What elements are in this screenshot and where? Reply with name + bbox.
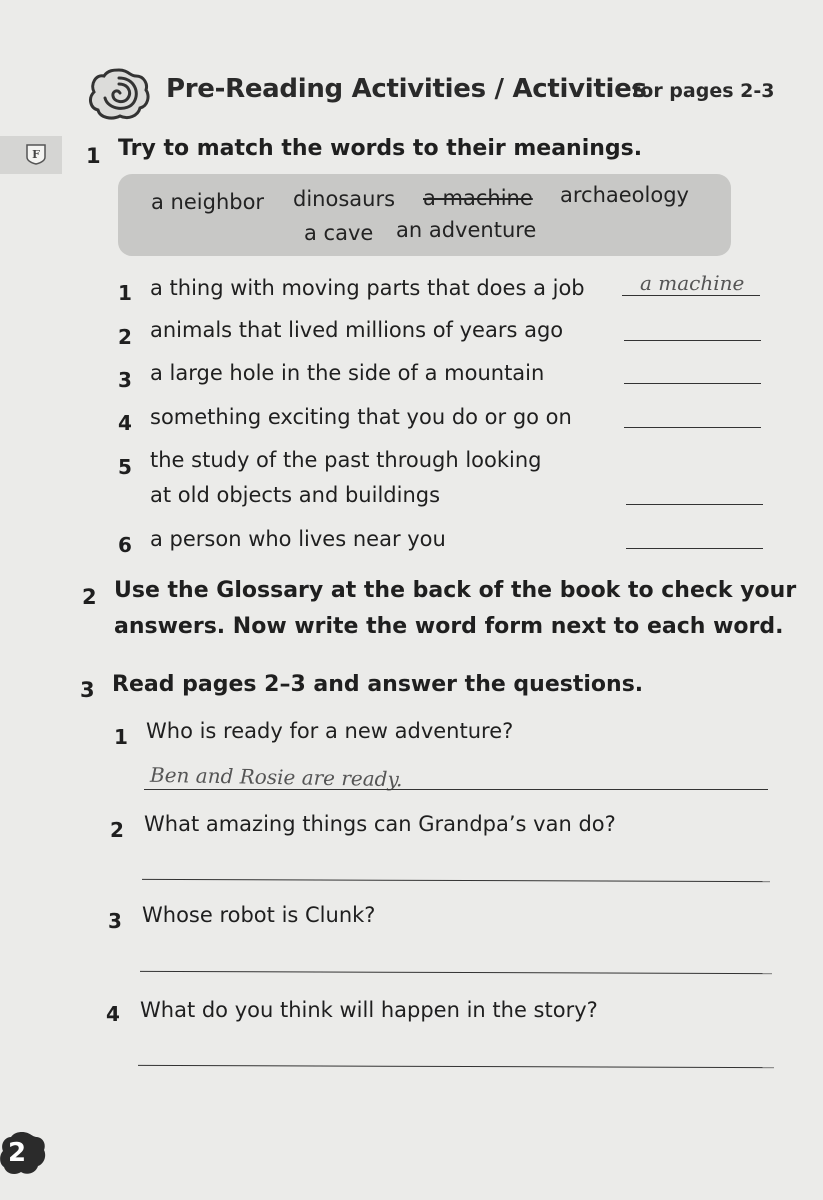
question-number: 2 <box>110 818 124 842</box>
answer-line[interactable] <box>140 971 772 974</box>
answer-blank[interactable] <box>622 295 760 296</box>
item-number: 2 <box>118 325 132 349</box>
answer-line[interactable] <box>144 789 768 790</box>
item-text: something exciting that you do or go on <box>150 405 572 429</box>
activity-instruction: Read pages 2–3 and answer the questions. <box>112 672 644 697</box>
activity-number: 2 <box>82 585 97 609</box>
item-text-line2: at old objects and buildings <box>150 483 441 507</box>
answer-blank[interactable] <box>624 427 761 428</box>
item-text: a thing with moving parts that does a job <box>150 276 585 300</box>
item-text-line1: the study of the past through looking <box>150 448 542 472</box>
activity-instruction-line2: answers. Now write the word form next to each word. <box>114 614 784 639</box>
question-answer: Ben and Rosie are ready. <box>149 762 403 792</box>
question-number: 3 <box>108 909 122 933</box>
item-number: 4 <box>118 411 132 435</box>
item-answer: a machine <box>640 271 745 295</box>
item-text: a large hole in the side of a mountain <box>150 361 545 385</box>
page-title: Pre-Reading Activities / Activities <box>166 74 647 104</box>
answer-line[interactable] <box>142 879 770 882</box>
item-text: a person who lives near you <box>150 527 446 551</box>
question-text: Who is ready for a new adventure? <box>146 719 514 743</box>
item-text: animals that lived millions of years ago <box>150 318 564 342</box>
question-number: 1 <box>114 725 128 749</box>
side-badge-letter: F <box>32 148 40 161</box>
answer-blank[interactable] <box>624 340 761 341</box>
answer-line[interactable] <box>138 1065 774 1068</box>
question-text: What do you think will happen in the story? <box>140 998 598 1022</box>
activity-instruction-line1: Use the Glossary at the back of the book to check your <box>114 578 797 603</box>
activity-number: 1 <box>86 144 101 168</box>
page-subtitle: for pages 2-3 <box>632 80 775 102</box>
item-number: 5 <box>118 455 132 479</box>
question-number: 4 <box>106 1002 120 1026</box>
item-number: 1 <box>118 281 132 305</box>
question-text: Whose robot is Clunk? <box>142 903 376 927</box>
word-box-item: a neighbor <box>151 190 265 214</box>
swirl-logo-icon <box>86 66 152 122</box>
answer-blank[interactable] <box>626 504 763 505</box>
activity-instruction: Try to match the words to their meanings. <box>118 136 643 161</box>
question-text: What amazing things can Grandpa’s van do? <box>144 812 616 836</box>
page-number: 2 <box>8 1138 27 1168</box>
word-box-item-crossed: a machine <box>423 186 533 210</box>
answer-blank[interactable] <box>626 548 763 549</box>
word-box-item: an adventure <box>396 218 537 242</box>
word-box-item: dinosaurs <box>293 187 396 211</box>
item-number: 3 <box>118 368 132 392</box>
item-number: 6 <box>118 533 132 557</box>
shield-icon <box>25 143 47 165</box>
activity-number: 3 <box>80 678 95 702</box>
word-box-item: archaeology <box>560 183 689 207</box>
answer-blank[interactable] <box>624 383 761 384</box>
word-box-item: a cave <box>304 221 374 245</box>
